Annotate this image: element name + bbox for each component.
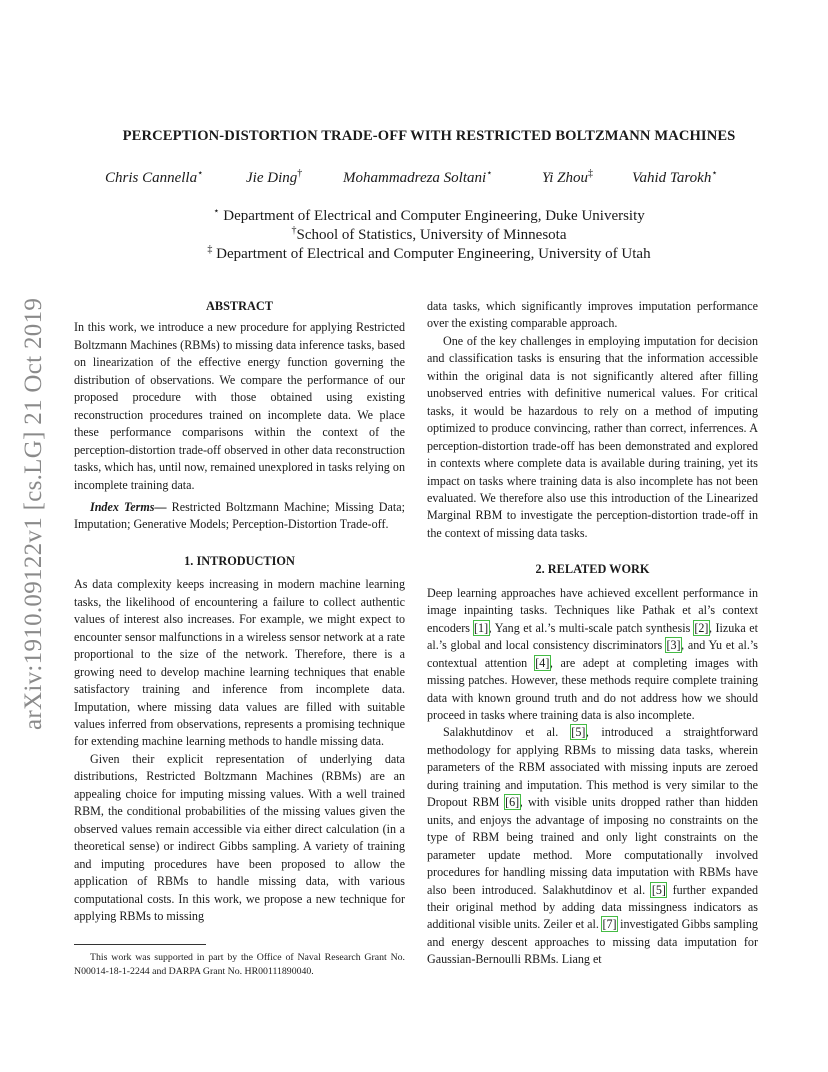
- intro-paragraph: Given their explicit representation of underlying data distributions, Restricted Boltzmann Machines (RBMs) are an appealing choice for imputing missing values. With a well trained RBM, the conditional probabilities of the missing values given the observed values remain accessible via either direct calculation (in a theoretical sense) or indirect Gibbs sampling. A variety of training and imputing procedures have been proposed to allow the application of RBMs to handle missing data, with various computational costs. In this work, we propose a new technique for applying RBMs to missing: [74, 751, 405, 923]
- arxiv-identifier: arXiv:1910.09122v1 [cs.LG] 21 Oct 2019: [20, 297, 47, 730]
- intro-heading: 1. INTRODUCTION: [184, 553, 295, 568]
- author-list: [0, 168, 828, 190]
- related-paragraph: Salakhutdinov et al. [5], introduced a straightforward methodology for applying RBMs to missing data tasks, wherein parameters of the RBM associated with missing inputs are zeroed during training and imputation. This method is very similar to the Dropout RBM [6], with visible units dropped rather than hidden units, and enjoys the advantage of imposing no constraints on the type of RBM being trained and only light constraints on the parameter update method. More computationally involved procedures for handling missing data imputation with RBMs have also been introduced. Salakhutdinov et al. [5] further expanded their original method by adding data missingness indicators as additional visible units. Zeiler et al. [7] investigated Gibbs sampling and energy descent approaches to missing data imputation for Gaussian-Bernoulli RBMs. Liang et: [427, 725, 759, 967]
- citation-link[interactable]: [7]: [602, 917, 617, 932]
- affiliation: ⋆ Department of Electrical and Computer Engineering, Duke University: [213, 206, 645, 224]
- author: Chris Cannella⋆: [105, 168, 204, 186]
- citation-link[interactable]: [3]: [666, 638, 681, 653]
- citation-link[interactable]: [6]: [505, 795, 520, 810]
- footnote-rule: [74, 944, 206, 945]
- affiliation: ‡ Department of Electrical and Computer Engineering, University of Utah: [207, 244, 651, 262]
- left-column: [74, 298, 405, 925]
- abstract-text: In this work, we introduce a new procedure for applying Restricted Boltzmann Machines (RBMs) to missing data inference tasks, based on linearization of the effective energy function governing the distribution of observations. We compare the performance of our proposed procedure with those obtained using existing reconstruction procedures trained on incomplete data. We place these performance comparisons within the context of the perception-distortion trade-off observed in other data reconstruction tasks, which has, until now, remained unexplored in tasks relying on incomplete training data.: [74, 320, 405, 492]
- footnote: This work was supported in part by the Office of Naval Research Grant No. N00014-18-1-2244 and DARPA Grant No. HR00111890040.: [74, 952, 405, 977]
- intro-paragraph: One of the key challenges in employing imputation for decision and classification tasks is ensuring that the information accessible within the original data is not significantly altered after filling unobserved entries with definitive numerical values. For critical tasks, it would be hazardous to rely on a method of imputing optimized to produce convincing, rather than correct, inferrences. A perception-distortion trade-off has been demonstrated and explored in contexts where complete data is available during training, yet its impact on tasks where training data is also incomplete has not been evaluated. We therefore also use this introduction of the Linearized Marginal RBM to investigate the perception-distortion trade-off in the context of missing data tasks.: [427, 333, 758, 540]
- index-terms: Index Terms— Restricted Boltzmann Machine; Missing Data; Imputation; Generative Models; Perception-Distortion Trade-off.: [74, 499, 405, 532]
- intro-paragraph: As data complexity keeps increasing in modern machine learning tasks, the likelihood of encountering a failure to collect authentic values of interest also increases. For example, we might expect to encounter sensor malfunctions in a wireless sensor network at a rate proportional to the size of the network. Therefore, there is a growing need to develop machine learning techniques that enable satisfactory training and inference from incomplete data. Imputation, where missing data values are filled with suitable values inferred from observations, represents a promising technique for extending machine learning methods to handle missing data.: [74, 577, 405, 749]
- citation-link[interactable]: [5]: [571, 725, 586, 740]
- affiliation: †School of Statistics, University of Minnesota: [291, 225, 567, 243]
- author: Mohammadreza Soltani⋆: [343, 168, 493, 186]
- citation-link[interactable]: [2]: [694, 620, 709, 635]
- citation-link[interactable]: [4]: [535, 655, 550, 670]
- intro-paragraph: data tasks, which significantly improves imputation performance over the existing comparable approach.: [427, 299, 758, 331]
- citation-link[interactable]: [5]: [651, 882, 666, 897]
- abstract-heading: ABSTRACT: [206, 299, 273, 313]
- citation-link[interactable]: [1]: [474, 620, 489, 635]
- author: Yi Zhou‡: [542, 168, 593, 186]
- author: Jie Ding†: [246, 168, 303, 186]
- author: Vahid Tarokh⋆: [632, 168, 718, 186]
- paper-title: PERCEPTION-DISTORTION TRADE-OFF WITH RESTRICTED BOLTZMANN MACHINES: [122, 128, 736, 144]
- related-paragraph: Deep learning approaches have achieved excellent performance in image inpainting tasks. Techniques like Pathak et al’s context encoders [1], Yang et al.’s multi-scale patch synthesis [2], Iizuka et al.’s global and local consistency discriminators [3], and Yu et al.’s contextual attention [4], are adept at completing images with missing patches. However, these methods require complete training data with known ground truth and do not address how we should proceed in tasks where training data is also incomplete.: [427, 585, 759, 722]
- right-column: [427, 298, 758, 969]
- related-work-heading: 2. RELATED WORK: [535, 562, 650, 577]
